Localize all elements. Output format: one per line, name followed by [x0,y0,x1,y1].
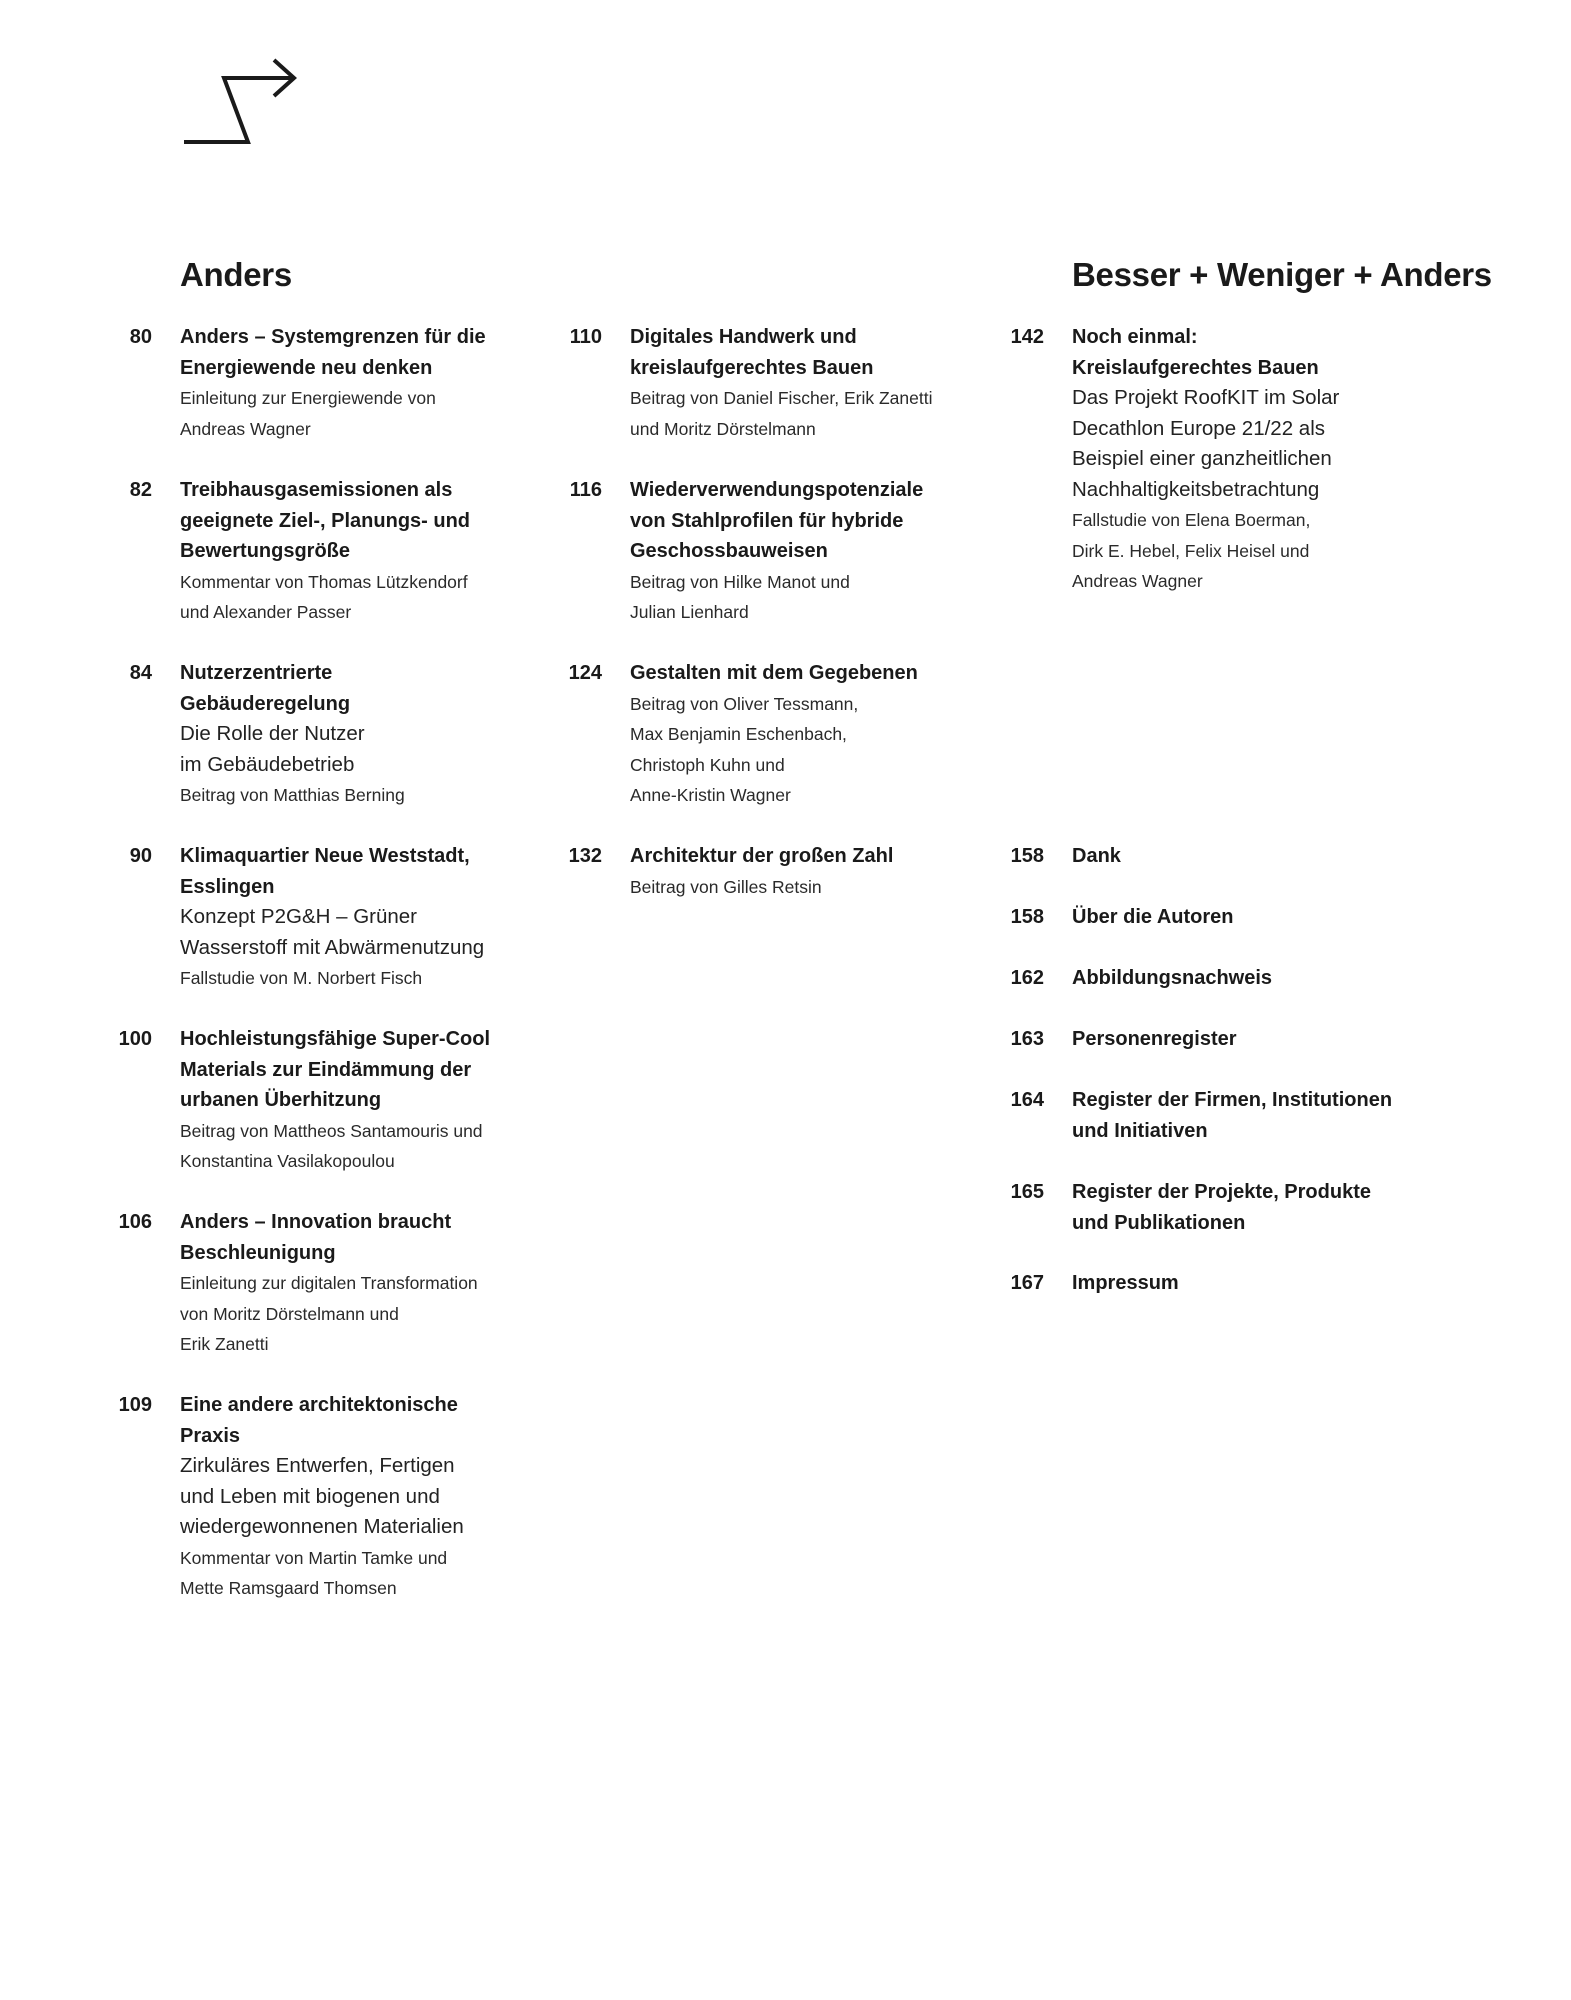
page-number: 162 [1010,967,1044,989]
entry-title: Hochleistungsfähige Super-Cool Materials zur Eindämmung der urbanen Überhitzung [180,1028,491,1111]
entry-author-note: Beitrag von Daniel Fischer, Erik Zanetti und Moritz Dörstelmann [630,388,933,439]
entry-title: Abbildungsnachweis [1072,967,1273,989]
page-number: 80 [129,326,152,348]
page-number: 164 [1010,1089,1044,1111]
page-number: 84 [129,662,152,684]
entry-title: Dank [1072,845,1121,867]
entry-author-note: Kommentar von Thomas Lützkendorf und Alexander Passer [180,571,468,622]
entry-author-note: Fallstudie von Elena Boerman, Dirk E. Hebel, Felix Heisel und Andreas Wagner [1072,510,1311,591]
entry-title: Über die Autoren [1072,906,1234,928]
entry-title: Klimaquartier Neue Weststadt, Esslingen [180,845,470,898]
entry-subtitle: Konzept P2G&H – Grüner Wasserstoff mit Abwärmenutzung [180,905,485,959]
page-number: 109 [118,1394,152,1416]
entry-title: Eine andere architektonische Praxis [180,1394,458,1447]
page-number: 132 [568,845,602,867]
entry-title: Wiederverwendungspotenziale von Stahlprofilen für hybride Geschossbauweisen [630,479,924,562]
entry-author-note: Beitrag von Hilke Manot und Julian Lienhard [630,571,850,622]
entry-author-note: Einleitung zur digitalen Transformation von Moritz Dörstelmann und Erik Zanetti [180,1273,478,1354]
page-number: 106 [118,1211,152,1233]
entry-title: Architektur der großen Zahl [630,845,894,867]
entry-author-note: Beitrag von Oliver Tessmann, Max Benjamin Eschenbach, Christoph Kuhn und Anne-Kristin Wagner [630,693,859,805]
entry-author-note: Fallstudie von M. Norbert Fisch [180,968,423,988]
entry-author-note: Beitrag von Matthias Berning [180,785,405,805]
entry-title: Gestalten mit dem Gegebenen [630,662,918,684]
section-heading-anders: Anders [180,256,292,293]
page-number: 82 [129,479,152,501]
entry-title: Digitales Handwerk und kreislaufgerechtes Bauen [630,326,874,379]
entry-title: Register der Projekte, Produkte und Publikationen [1072,1181,1371,1234]
entry-author-note: Beitrag von Gilles Retsin [630,876,822,897]
entry-title: Treibhausgasemissionen als geeignete Ziel-, Planungs- und Bewertungsgröße [180,479,471,562]
entry-author-note: Beitrag von Mattheos Santamouris und Konstantina Vasilakopoulou [180,1120,483,1171]
page-number: 100 [118,1028,152,1050]
entry-title: Noch einmal: Kreislaufgerechtes Bauen [1072,326,1319,379]
page-number: 116 [569,479,602,501]
entry-subtitle: Das Projekt RoofKIT im Solar Decathlon Europe 21/22 als Beispiel einer ganzheitlichen Nachhaltigkeitsbetrachtung [1072,386,1340,501]
page-number: 158 [1010,906,1044,928]
entry-author-note: Einleitung zur Energiewende von Andreas Wagner [180,388,436,439]
page-number: 167 [1010,1272,1044,1294]
entry-subtitle: Die Rolle der Nutzer im Gebäudebetrieb [180,722,365,776]
page-number: 124 [568,662,602,684]
entry-title: Personenregister [1072,1028,1237,1050]
page-number: 165 [1010,1181,1044,1203]
page-number: 142 [1010,326,1044,348]
page-number: 110 [569,326,602,348]
entry-title: Register der Firmen, Institutionen und Initiativen [1072,1089,1393,1142]
section-heading-besser-weniger-anders: Besser + Weniger + Anders [1072,256,1492,293]
page-number: 158 [1010,845,1044,867]
entry-title: Nutzerzentrierte Gebäuderegelung [180,662,351,715]
entry-author-note: Kommentar von Martin Tamke und Mette Ramsgaard Thomsen [180,1547,448,1598]
zigzag-arrow-icon [180,56,300,148]
entry-subtitle: Zirkuläres Entwerfen, Fertigen und Leben mit biogenen und wiedergewonnenen Materialien [180,1454,464,1538]
page-number: 163 [1010,1028,1044,1050]
entry-title: Anders – Systemgrenzen für die Energiewende neu denken [180,326,486,379]
entry-title: Anders – Innovation braucht Beschleunigung [180,1211,452,1264]
entry-title: Impressum [1072,1272,1179,1294]
page-number: 90 [129,845,152,867]
